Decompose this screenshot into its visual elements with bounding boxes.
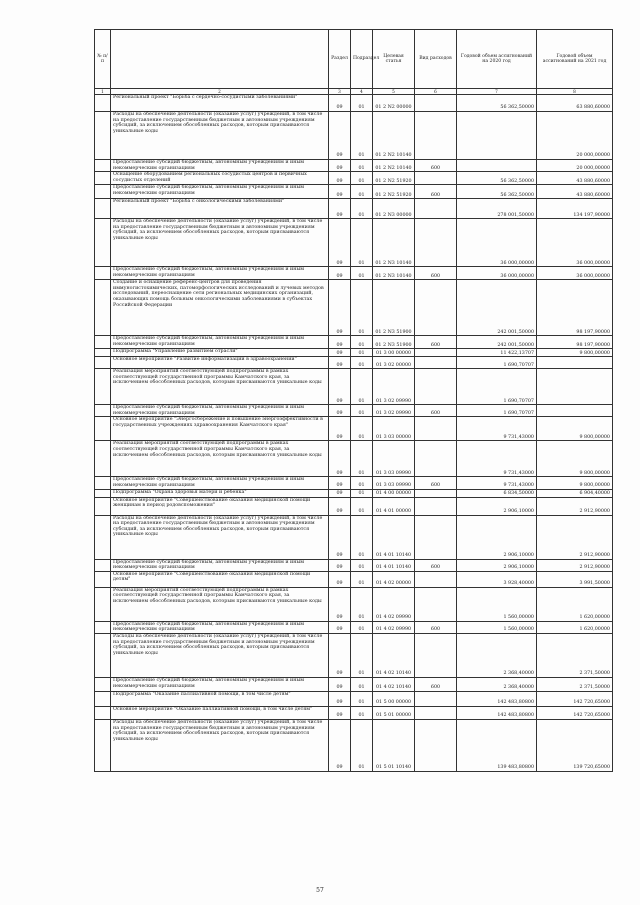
cell-target: 01 4 00 00000 <box>373 489 415 497</box>
cell-y2021: 142 720,65000 <box>537 691 613 706</box>
cell-target: 01 4 02 09990 <box>373 621 415 633</box>
cell-podrazdel: 01 <box>351 369 373 405</box>
cell-num <box>95 369 111 405</box>
cell-num <box>95 559 111 571</box>
cell-name: Предоставление субсидий бюджетным, автономным учреждениям и иным некоммерческим организациям <box>111 559 329 571</box>
cell-y2021: 98 197,90000 <box>537 336 613 349</box>
cell-name: Предоставление субсидий бюджетным, автономным учреждениям и иным некоммерческим организациям <box>111 267 329 280</box>
cell-vid <box>415 706 457 719</box>
cell-podrazdel: 01 <box>351 267 373 280</box>
cell-vid <box>415 633 457 677</box>
cell-razdel: 09 <box>329 497 351 515</box>
cell-vid: 600 <box>415 160 457 172</box>
cell-vid: 600 <box>415 336 457 349</box>
cell-vid: 600 <box>415 559 457 571</box>
cell-y2021: 9 800,00000 <box>537 417 613 441</box>
cell-target: 01 3 02 09990 <box>373 369 415 405</box>
cell-vid <box>415 587 457 621</box>
cell-razdel: 09 <box>329 587 351 621</box>
cell-target: 01 2 N3 51900 <box>373 336 415 349</box>
cell-y2021: 98 197,90000 <box>537 280 613 336</box>
cell-razdel: 09 <box>329 369 351 405</box>
cell-y2020: 2 368,40000 <box>457 633 537 677</box>
cell-razdel: 09 <box>329 441 351 477</box>
cell-podrazdel: 01 <box>351 160 373 172</box>
table-row <box>95 441 613 477</box>
cell-name: Подпрограмма "Оказание паллиативной помощи, в том числе детям" <box>111 691 329 706</box>
cell-vid <box>415 515 457 559</box>
cell-name: Реализация мероприятий соответствующей подпрограммы в рамках соответствующей государственной программы Камчатского края, за исключением обособленных расходов, которым присваиваются уникальные коды <box>111 441 329 477</box>
cell-y2021: 1 620,00000 <box>537 587 613 621</box>
cell-razdel: 09 <box>329 706 351 719</box>
header-num: № п/п <box>95 30 111 89</box>
cell-y2021: 2 912,90000 <box>537 497 613 515</box>
cell-target: 01 4 02 10140 <box>373 677 415 691</box>
cell-vid <box>415 441 457 477</box>
cell-razdel: 09 <box>329 95 351 112</box>
cell-y2020 <box>457 160 537 172</box>
cell-num <box>95 571 111 587</box>
cell-num <box>95 219 111 267</box>
cell-name: Предоставление субсидий бюджетным, автономным учреждениям и иным некоммерческим организациям <box>111 677 329 691</box>
cell-podrazdel: 01 <box>351 706 373 719</box>
cell-razdel: 09 <box>329 280 351 336</box>
cell-num <box>95 587 111 621</box>
cell-podrazdel: 01 <box>351 405 373 417</box>
cell-y2020: 9 731,43000 <box>457 477 537 489</box>
cell-podrazdel: 01 <box>351 571 373 587</box>
cell-y2020: 2 906,10000 <box>457 497 537 515</box>
cell-razdel: 09 <box>329 357 351 369</box>
cell-num <box>95 515 111 559</box>
cell-num <box>95 185 111 199</box>
column-number: 8 <box>537 89 613 95</box>
table-row <box>95 677 613 691</box>
cell-target: 01 5 01 10140 <box>373 719 415 771</box>
cell-name: Оснащение оборудованием региональных сосудистых центров и первичных сосудистых отделений <box>111 172 329 185</box>
cell-y2021: 20 000,00000 <box>537 112 613 160</box>
cell-name: Региональный проект "Борьба с сердечно-сосудистыми заболеваниями" <box>111 95 329 112</box>
cell-razdel: 09 <box>329 621 351 633</box>
cell-target: 01 2 N2 51920 <box>373 172 415 185</box>
cell-y2020: 6 834,50000 <box>457 489 537 497</box>
cell-name: Подпрограмма "Управление развитием отрасли" <box>111 349 329 357</box>
cell-vid <box>415 199 457 219</box>
cell-name: Расходы на обеспечение деятельности (оказание услуг) учреждений, в том числе на предоставление государственным бюджетным и автономным учреждениям субсидий, за исключением обособленных расходов, которым присваиваются уникальные коды <box>111 219 329 267</box>
cell-vid <box>415 95 457 112</box>
cell-y2021 <box>537 357 613 369</box>
cell-y2021: 9 800,00000 <box>537 477 613 489</box>
cell-podrazdel: 01 <box>351 677 373 691</box>
cell-podrazdel: 01 <box>351 357 373 369</box>
cell-vid: 600 <box>415 677 457 691</box>
cell-y2020: 11 422,13707 <box>457 349 537 357</box>
page-number: 57 <box>316 887 324 894</box>
cell-name: Предоставление субсидий бюджетным, автономным учреждениям и иным некоммерческим организациям <box>111 621 329 633</box>
cell-y2021: 1 620,00000 <box>537 621 613 633</box>
cell-razdel: 09 <box>329 477 351 489</box>
table-row <box>95 349 613 357</box>
cell-target: 01 3 02 09990 <box>373 405 415 417</box>
cell-target: 01 2 N2 51920 <box>373 185 415 199</box>
cell-podrazdel: 01 <box>351 336 373 349</box>
cell-razdel: 09 <box>329 336 351 349</box>
cell-y2020 <box>457 112 537 160</box>
cell-target: 01 4 02 10140 <box>373 633 415 677</box>
cell-razdel: 09 <box>329 349 351 357</box>
cell-num <box>95 336 111 349</box>
cell-y2021: 43 880,60000 <box>537 172 613 185</box>
table-row <box>95 633 613 677</box>
cell-vid <box>415 172 457 185</box>
cell-vid <box>415 571 457 587</box>
cell-podrazdel: 01 <box>351 349 373 357</box>
table-row <box>95 477 613 489</box>
cell-y2020: 9 731,43000 <box>457 417 537 441</box>
cell-target: 01 5 00 00000 <box>373 691 415 706</box>
cell-vid <box>415 357 457 369</box>
cell-podrazdel: 01 <box>351 417 373 441</box>
cell-razdel: 09 <box>329 199 351 219</box>
cell-name: Основное мероприятие "Оказание паллиативной помощи, в том числе детям" <box>111 706 329 719</box>
cell-target: 01 4 01 00000 <box>373 497 415 515</box>
table-row <box>95 267 613 280</box>
cell-y2020: 1 560,00000 <box>457 621 537 633</box>
cell-razdel: 09 <box>329 160 351 172</box>
cell-y2020: 242 001,50000 <box>457 280 537 336</box>
table-row <box>95 369 613 405</box>
table-body <box>95 95 613 772</box>
column-number: 6 <box>415 89 457 95</box>
cell-y2021: 36 000,00000 <box>537 267 613 280</box>
cell-razdel: 09 <box>329 417 351 441</box>
table-row <box>95 706 613 719</box>
column-number: 4 <box>351 89 373 95</box>
cell-vid: 600 <box>415 267 457 280</box>
cell-vid: 600 <box>415 621 457 633</box>
cell-name: Предоставление субсидий бюджетным, автономным учреждениям и иным некоммерческим организациям <box>111 336 329 349</box>
cell-vid <box>415 369 457 405</box>
header-vid: Вид расходов <box>415 30 457 89</box>
cell-num <box>95 95 111 112</box>
cell-y2020: 139 483,80800 <box>457 719 537 771</box>
cell-name: Подпрограмма "Охрана здоровья матери и ребенка" <box>111 489 329 497</box>
cell-vid <box>415 719 457 771</box>
cell-razdel: 09 <box>329 515 351 559</box>
cell-name: Расходы на обеспечение деятельности (оказание услуг) учреждений, в том числе на предоставление государственным бюджетным и автономным учреждениям субсидий, за исключением обособленных расходов, которым присваиваются уникальные коды <box>111 515 329 559</box>
table-row <box>95 417 613 441</box>
cell-name: Реализация мероприятий соответствующей подпрограммы в рамках соответствующей государственной программы Камчатского края, за исключением обособленных расходов, которым присваиваются уникальные коды <box>111 369 329 405</box>
cell-vid <box>415 691 457 706</box>
cell-num <box>95 349 111 357</box>
cell-razdel: 09 <box>329 571 351 587</box>
cell-vid: 600 <box>415 477 457 489</box>
cell-podrazdel: 01 <box>351 95 373 112</box>
cell-target: 01 4 02 00000 <box>373 571 415 587</box>
cell-podrazdel: 01 <box>351 199 373 219</box>
table-row <box>95 587 613 621</box>
cell-vid: 600 <box>415 185 457 199</box>
cell-vid <box>415 280 457 336</box>
header-name <box>111 30 329 89</box>
cell-razdel: 09 <box>329 489 351 497</box>
cell-podrazdel: 01 <box>351 477 373 489</box>
cell-razdel: 09 <box>329 405 351 417</box>
column-number: 1 <box>95 89 111 95</box>
cell-name: Предоставление субсидий бюджетным, автономным учреждениям и иным некоммерческим организациям <box>111 185 329 199</box>
header-y2020: Годовой объем ассигнований на 2020 год <box>457 30 537 89</box>
table-row <box>95 405 613 417</box>
cell-razdel: 09 <box>329 267 351 280</box>
cell-y2021: 2 371,50000 <box>537 677 613 691</box>
table-row <box>95 515 613 559</box>
cell-num <box>95 112 111 160</box>
cell-y2021: 9 800,00000 <box>537 441 613 477</box>
cell-podrazdel: 01 <box>351 621 373 633</box>
cell-num <box>95 199 111 219</box>
cell-name: Расходы на обеспечение деятельности (оказание услуг) учреждений, в том числе на предоставление государственным бюджетным и автономным учреждениям субсидий, за исключением обособленных расходов, которым присваиваются уникальные коды <box>111 719 329 771</box>
cell-y2020: 1 690,70707 <box>457 405 537 417</box>
cell-y2020: 2 906,10000 <box>457 559 537 571</box>
cell-razdel: 09 <box>329 633 351 677</box>
cell-num <box>95 477 111 489</box>
cell-podrazdel: 01 <box>351 112 373 160</box>
cell-target: 01 2 N2 10140 <box>373 112 415 160</box>
column-number: 3 <box>329 89 351 95</box>
cell-num <box>95 633 111 677</box>
cell-num <box>95 160 111 172</box>
cell-name: Основное мероприятие "Совершенствование оказания медицинской помощи детям" <box>111 571 329 587</box>
table-row <box>95 336 613 349</box>
cell-target: 01 4 02 09990 <box>373 587 415 621</box>
table-row <box>95 691 613 706</box>
cell-target: 01 2 N3 10140 <box>373 219 415 267</box>
cell-vid <box>415 417 457 441</box>
cell-name: Расходы на обеспечение деятельности (оказание услуг) учреждений, в том числе на предоставление государственным бюджетным и автономным учреждениям субсидий, за исключением обособленных расходов, которым присваиваются уникальные коды <box>111 112 329 160</box>
cell-podrazdel: 01 <box>351 489 373 497</box>
cell-y2021: 134 197,90000 <box>537 199 613 219</box>
cell-y2021: 2 912,90000 <box>537 515 613 559</box>
cell-y2021: 2 912,90000 <box>537 559 613 571</box>
table-header-row <box>95 30 613 89</box>
column-number: 7 <box>457 89 537 95</box>
table-row <box>95 185 613 199</box>
cell-podrazdel: 01 <box>351 691 373 706</box>
cell-name: Основное мероприятие "Энергосбережение и повышение энергоэффективности в государственных учреждениях здравоохранения Камчатского края" <box>111 417 329 441</box>
cell-vid <box>415 489 457 497</box>
budget-table <box>94 29 613 772</box>
cell-y2021 <box>537 369 613 405</box>
table-row <box>95 280 613 336</box>
cell-vid <box>415 349 457 357</box>
cell-podrazdel: 01 <box>351 587 373 621</box>
cell-podrazdel: 01 <box>351 280 373 336</box>
cell-vid <box>415 497 457 515</box>
cell-razdel: 09 <box>329 691 351 706</box>
cell-y2021: 6 904,40000 <box>537 489 613 497</box>
cell-target: 01 2 N2 00000 <box>373 95 415 112</box>
cell-y2020: 1 690,70707 <box>457 369 537 405</box>
cell-num <box>95 621 111 633</box>
cell-podrazdel: 01 <box>351 559 373 571</box>
cell-y2021: 43 880,60000 <box>537 185 613 199</box>
cell-y2020: 2 368,40000 <box>457 677 537 691</box>
table-row <box>95 621 613 633</box>
cell-num <box>95 489 111 497</box>
table-row <box>95 199 613 219</box>
cell-podrazdel: 01 <box>351 633 373 677</box>
cell-name: Предоставление субсидий бюджетным, автономным учреждениям и иным некоммерческим организациям <box>111 160 329 172</box>
cell-name: Предоставление субсидий бюджетным, автономным учреждениям и иным некоммерческим организациям <box>111 405 329 417</box>
cell-y2021: 36 000,00000 <box>537 219 613 267</box>
cell-target: 01 2 N3 51900 <box>373 280 415 336</box>
table-row <box>95 357 613 369</box>
cell-num <box>95 706 111 719</box>
cell-vid <box>415 112 457 160</box>
cell-y2020: 2 906,10000 <box>457 515 537 559</box>
cell-num <box>95 405 111 417</box>
cell-target: 01 3 03 00000 <box>373 417 415 441</box>
cell-razdel: 09 <box>329 719 351 771</box>
header-y2021: Годовой объем ассигнований на 2021 год <box>537 30 613 89</box>
cell-name: Основное мероприятие "Совершенствование оказания медицинской помощи женщинам в период родовспоможения" <box>111 497 329 515</box>
cell-num <box>95 417 111 441</box>
header-razdel: Раздел <box>329 30 351 89</box>
cell-y2020: 142 483,80800 <box>457 706 537 719</box>
cell-target: 01 2 N2 10140 <box>373 160 415 172</box>
header-podrazdel: Подраздел <box>351 30 373 89</box>
cell-razdel: 09 <box>329 172 351 185</box>
cell-razdel: 09 <box>329 677 351 691</box>
cell-y2021: 142 720,65000 <box>537 706 613 719</box>
cell-y2020: 9 731,43000 <box>457 441 537 477</box>
cell-target: 01 3 02 00000 <box>373 357 415 369</box>
cell-y2020: 3 928,40000 <box>457 571 537 587</box>
cell-y2021: 139 720,65000 <box>537 719 613 771</box>
cell-num <box>95 719 111 771</box>
column-number: 5 <box>373 89 415 95</box>
cell-name: Реализация мероприятий соответствующей подпрограммы в рамках соответствующей государственной программы Камчатского края, за исключением обособленных расходов, которым присваиваются уникальные коды <box>111 587 329 621</box>
cell-num <box>95 280 111 336</box>
table-row <box>95 571 613 587</box>
cell-num <box>95 497 111 515</box>
cell-y2021: 3 991,50000 <box>537 571 613 587</box>
table-row <box>95 95 613 112</box>
cell-y2021: 2 371,50000 <box>537 633 613 677</box>
cell-target: 01 5 01 00000 <box>373 706 415 719</box>
cell-podrazdel: 01 <box>351 515 373 559</box>
table-row <box>95 559 613 571</box>
table-row <box>95 112 613 160</box>
cell-razdel: 09 <box>329 219 351 267</box>
cell-podrazdel: 01 <box>351 172 373 185</box>
cell-podrazdel: 01 <box>351 219 373 267</box>
cell-num <box>95 172 111 185</box>
cell-y2021 <box>537 405 613 417</box>
cell-y2020: 56 362,50000 <box>457 95 537 112</box>
table-row <box>95 719 613 771</box>
cell-y2021: 63 880,60000 <box>537 95 613 112</box>
cell-name: Расходы на обеспечение деятельности (оказание услуг) учреждений, в том числе на предоставление государственным бюджетным и автономным учреждениям субсидий, за исключением обособленных расходов, которым присваиваются уникальные коды <box>111 633 329 677</box>
cell-y2021: 20 000,00000 <box>537 160 613 172</box>
cell-target: 01 4 01 10140 <box>373 515 415 559</box>
cell-razdel: 09 <box>329 185 351 199</box>
cell-target: 01 3 03 09990 <box>373 477 415 489</box>
cell-target: 01 3 03 09990 <box>373 441 415 477</box>
cell-vid: 600 <box>415 405 457 417</box>
cell-num <box>95 691 111 706</box>
cell-y2020: 1 560,00000 <box>457 587 537 621</box>
cell-podrazdel: 01 <box>351 441 373 477</box>
table-row <box>95 219 613 267</box>
table-row <box>95 497 613 515</box>
cell-y2020: 242 001,50000 <box>457 336 537 349</box>
cell-name: Создание и оснащение референс-центров для проведения иммуногистохимических, патоморфологических исследований и лучевых методов исследований, переоснащение сети региональных медицинских организаций, оказывающих помощь больным онкологическими заболеваниями в субъектах Российской Федерации <box>111 280 329 336</box>
table-row <box>95 160 613 172</box>
cell-vid <box>415 219 457 267</box>
cell-y2020: 1 690,70707 <box>457 357 537 369</box>
cell-target: 01 4 01 10140 <box>373 559 415 571</box>
cell-target: 01 2 N3 10140 <box>373 267 415 280</box>
cell-num <box>95 357 111 369</box>
cell-podrazdel: 01 <box>351 185 373 199</box>
table-row <box>95 172 613 185</box>
cell-y2020: 56 362,50000 <box>457 185 537 199</box>
cell-y2020: 278 001,50000 <box>457 199 537 219</box>
cell-target: 01 3 00 00000 <box>373 349 415 357</box>
cell-name: Основное мероприятие "Развитие информатизации в здравоохранении" <box>111 357 329 369</box>
column-number: 2 <box>111 89 329 95</box>
cell-y2020: 36 000,00000 <box>457 267 537 280</box>
header-target: Целевая статья <box>373 30 415 89</box>
cell-razdel: 09 <box>329 112 351 160</box>
cell-num <box>95 441 111 477</box>
cell-y2020: 142 483,80800 <box>457 691 537 706</box>
cell-target: 01 2 N3 00000 <box>373 199 415 219</box>
cell-podrazdel: 01 <box>351 719 373 771</box>
table-row <box>95 489 613 497</box>
cell-name: Региональный проект "Борьба с онкологическими заболеваниями" <box>111 199 329 219</box>
cell-podrazdel: 01 <box>351 497 373 515</box>
cell-y2021: 9 800,00000 <box>537 349 613 357</box>
cell-num <box>95 267 111 280</box>
cell-y2020: 36 000,00000 <box>457 219 537 267</box>
cell-razdel: 09 <box>329 559 351 571</box>
cell-y2020: 56 362,50000 <box>457 172 537 185</box>
cell-num <box>95 677 111 691</box>
cell-name: Предоставление субсидий бюджетным, автономным учреждениям и иным некоммерческим организациям <box>111 477 329 489</box>
